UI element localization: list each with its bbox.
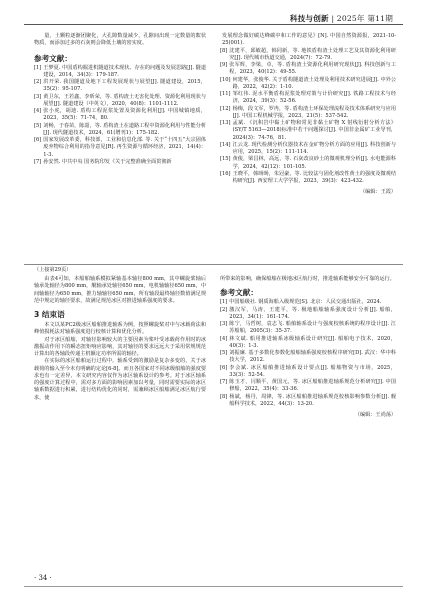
paragraph-conclusion-3: 在实际的冰区船舶运行过程中，轴系受到的激励是复杂多变的，关于冰载荷的输入至今未有明确的定论[6-8]。而且各国家对不同冰级船舶的强度要求也有一定差异，本文研究内容仅作为冰区轴系设计的参考。对于冰区轴系的强度计算过程中，需对多方面的影响因素加以考量，同时需要实际的冰区轴系数据进行积累，进行结构优化的同时，需兼顾冰区船舶满足冰区航行要求，使 bbox=[34, 358, 206, 401]
reference-text: 林文斌. 船用推进轴系冰级轴系设计研究[J]. 船舶电子技术，2020，40(3)：1-3. bbox=[229, 335, 396, 349]
reference-item bbox=[220, 120, 396, 142]
bottom-right-intro: 所带来的影响，确保船舶在极地冰区航行时，推进轴系能够安全可靠的运行。 bbox=[220, 276, 395, 282]
paragraph-conclusion-2: 对于冰区船舶，对轴径影响较大的主要因素为桨叶受冰载荷作用时的冰激振动作用下的瞬态扭矩响应影响，其对轴径的要求远远大于采用常规规范计算出的各轴段传递主机额定功率所需的轴径。 bbox=[34, 336, 206, 357]
reference-number: [3] bbox=[220, 321, 228, 327]
reference-text: 黄卫东，王若鑫，李昕荣，等. 盾构渣土无害化处理、资源化利用现状与展望[J]. 隧道建设（中英文），2020，40(8)：1101-1112. bbox=[43, 93, 206, 107]
reference-number: [6] bbox=[34, 137, 42, 143]
reference-item bbox=[34, 65, 206, 80]
reference-item bbox=[220, 62, 396, 77]
reference-item bbox=[34, 94, 206, 109]
reference-text: 沈建平，邱敏超，韩同新，等. 地铁盾构渣土处理工艺及其资源化利用研究[J]. 现代城市轨道交通，2024(7)：72-79. bbox=[229, 47, 396, 61]
reference-item bbox=[220, 106, 396, 121]
reference-number: [8] bbox=[220, 393, 228, 400]
reference-item bbox=[220, 299, 396, 306]
reference-number: [4] bbox=[220, 335, 228, 342]
reference-item bbox=[220, 156, 396, 171]
bottom-left-column bbox=[34, 276, 206, 402]
reference-item bbox=[220, 142, 396, 157]
editor-signature-bottom: （编辑：王尚荡） bbox=[354, 412, 396, 418]
journal-issue: | 2025年 第11期 bbox=[331, 14, 393, 23]
reference-text: 刘畅，于春苗，陈韶，等. 盾构渣土在道路工程中资源化利用与性能分析[J]. 现代隧道技术，2024，61(增刊1)：175-182. bbox=[43, 122, 206, 136]
reference-number: [8] bbox=[220, 47, 228, 54]
reference-item bbox=[220, 394, 396, 409]
reference-item bbox=[34, 79, 206, 94]
reference-number: [16] bbox=[220, 170, 231, 177]
reference-number: [13] bbox=[220, 120, 231, 126]
reference-number: [10] bbox=[220, 76, 231, 83]
page-number: · 34 · bbox=[34, 574, 52, 582]
journal-name: 科技与创新 bbox=[289, 14, 329, 23]
reference-number: [3] bbox=[34, 93, 42, 100]
reference-number: [6] bbox=[220, 364, 228, 371]
reference-number: [5] bbox=[34, 122, 42, 129]
reference-item bbox=[220, 307, 396, 322]
reference-item bbox=[220, 350, 396, 365]
editor-signature-top: （编辑：王霞） bbox=[360, 189, 396, 196]
reference-item bbox=[220, 91, 396, 106]
reference-text: 发展理念做好碳达峰碳中和工作的意见》[N]. 中国自然资源报，2021-10-25(001). bbox=[222, 33, 396, 47]
paragraph-conclusion-1: 本文以某PC2级冰区船舶推进轴系为例，按照螺旋桨对中与冰载荷法和峰值损耗法对轴系强度进行校核计算和优化分析。 bbox=[34, 322, 206, 336]
reference-text: 黄俊，梁昌林，高远，等. 石灰改良砂土的微观机理分析[J]. 水电能源科学，2024，42(12)：101-105. bbox=[232, 156, 396, 170]
top-left-intro: 量，土颗粒逐渐团聚化，大孔隙数量减少，孔隙间出现一定数量的絮状物质，而添加过多的石灰则会降低土壤的密实度。 bbox=[34, 33, 206, 47]
reference-number: [7] bbox=[220, 379, 228, 385]
reference-item bbox=[220, 171, 396, 186]
refs-heading-top: 参考文献： bbox=[34, 53, 72, 63]
reference-number: [5] bbox=[220, 350, 228, 356]
reference-item bbox=[220, 77, 396, 92]
reference-number: [4] bbox=[34, 108, 42, 114]
reference-item bbox=[220, 33, 396, 48]
reference-item bbox=[34, 137, 206, 159]
reference-text: 邹红伟. 泥水平衡盾构泥浆处理对策与计价研究[J]. 铁路工程技术与经济，2024，39(3)：52-56. bbox=[232, 91, 396, 105]
reference-list-bottom-right bbox=[220, 299, 396, 408]
paragraph-table4: 由表4可知，本船舶轴系模拟紧轴基本轴径800 mm，其中螺旋桨轴后轴承处轴径为800 mm，艉轴承处轴径650 mm，电机轴轴径650 mm，中间轴轴径为650 mm，推力轴轴径650 mm，所有轴段最终轴径数值满足规范中规定的轴径要求，故满足规范冰区对推进轴系强度的要求。 bbox=[34, 276, 206, 304]
reference-number: [7] bbox=[34, 158, 42, 165]
reference-text: 王晓平，韩旸旸，朱冠豪，等. 比较法与固化剂改性黄土的强度及微观结构研究[J]. 西安理工大学学报，2023，39(3)：423-432. bbox=[232, 170, 396, 184]
reference-text: 江云龙. 现代检测分析仪器技术在金矿物分析方面的应用[J]. 科技创新与应用，2025，15(2)：111-114. bbox=[232, 141, 396, 155]
reference-item bbox=[34, 108, 206, 123]
reference-list-top-right bbox=[220, 33, 396, 185]
reference-number: [1] bbox=[220, 299, 228, 306]
reference-text: 张小虎，胡迪. 盾构工程泥浆处置及资源化利用[J]. 中国城镇地质，2023，35(5)：71-74，80. bbox=[43, 108, 206, 122]
reference-text: 中国船级社. 钢质海船入级规范[S]. 北京：人民交通出版社，2024. bbox=[229, 299, 382, 306]
reference-text: 洪开荣. 我国隧道及地下工程发展现状与展望[J]. 隧道建设，2015，35(2)：95-107. bbox=[43, 79, 206, 93]
journal-title bbox=[290, 13, 393, 24]
reference-item bbox=[220, 336, 396, 351]
reference-text: 杨斌，杨丹，周锋，等. 冰区船舶推进轴系规范校核影响参数分析[J]. 舰船科学技术，2022，44(3)：13-20. bbox=[229, 393, 396, 407]
reference-number: [12] bbox=[220, 105, 231, 112]
reference-text: 陈玉才，闫顺平，黄国元，等. 冰区船舶推进轴系规范分析研究[J]. 中国修船，2022，35(4)：33-36. bbox=[229, 379, 396, 393]
refs-heading-bottom: 参考文献： bbox=[220, 288, 258, 298]
article-separator bbox=[24, 264, 403, 265]
journal-header bbox=[0, 0, 427, 24]
continued-note: （上接第29页） bbox=[34, 267, 72, 273]
reference-number: [15] bbox=[220, 156, 231, 163]
reference-text: 陈宁，马哲树，袁志飞. 船舶轴系设计与强度校核系统的程序设计[J]. 江苏船舶，2005(3)：35-37. bbox=[229, 321, 396, 335]
reference-text: 国家发展改革委，科技部，工业和信息化部. 等. 关于“十四五”大宗固体废弃物综合利用的指导意见[R]. 再生资源与循环经济，2021，14(4)：1-3. bbox=[43, 137, 206, 158]
reference-number: [11] bbox=[220, 91, 231, 97]
reference-text: 张军辉，李梁，卓，等. 盾构渣土资源化利用研究现状[J]. 科技创新与工程，2023，40(12)：49-55. bbox=[229, 62, 396, 76]
reference-text: 孙安然. 中共中央 国务院印发《关于完整准确全面贯彻新 bbox=[43, 158, 172, 165]
reference-text: 王梦夏. 中国盾构掘进机隧道技术现状、存在的问题及发展思路[J]. 隧道建设，2014，34(3)：179-187. bbox=[43, 64, 206, 78]
reference-number: [2] bbox=[34, 79, 42, 85]
bottom-right-column bbox=[220, 276, 396, 419]
reference-item bbox=[34, 123, 206, 138]
reference-item bbox=[34, 159, 206, 166]
reference-text: 李会斌. 冰区船舶推进轴系设计要点[J]. 船舶物资与市场，2025，33(3)：52-54. bbox=[229, 364, 396, 378]
reference-item bbox=[220, 379, 396, 394]
reference-number: [1] bbox=[34, 64, 42, 71]
reference-number: [14] bbox=[220, 141, 231, 148]
section-heading-conclusion: 3 结束语 bbox=[34, 310, 65, 319]
footer-rule bbox=[24, 586, 403, 587]
reference-text: 杨梅，段文军，罗冉，等. 盾构渣土环保处理流程及技术体系研究与应用[J]. 中国工程机械学报，2023，21(5)：537-542. bbox=[232, 105, 396, 119]
reference-number: [2] bbox=[220, 306, 228, 313]
reference-text: 何建华，张俊华. 关于盾构隧道渣土处理及利用技术研究进展[J]. 中外公路，2022，42(2)：1-10. bbox=[232, 76, 396, 90]
reference-item bbox=[220, 365, 396, 380]
reference-item bbox=[220, 321, 396, 336]
reference-item bbox=[220, 48, 396, 63]
top-left-column bbox=[34, 33, 206, 166]
reference-text: 激汉军，马涛，王建平，等. 极地船舶轴系强度设计分析[J]. 船舶，2023，34(1)：161-174. bbox=[229, 306, 396, 320]
reference-list-top-left bbox=[34, 65, 206, 167]
reference-text: 孟斌. 《沉积岩中黏土矿物和常见非黏土矿物 X 射线衍射分析方法》(SY/T 5163—2018)标准中若干问题探讨[J]. 中国非金属矿工业导刊，2024(3)：74-76，81. bbox=[232, 120, 396, 141]
top-right-column bbox=[220, 33, 396, 197]
reference-text: 刘振廉. 基于多数化参数化船舶轴系强度校核程序研究[D]. 武汉：华中科技大学，2012. bbox=[229, 350, 396, 364]
header-rule bbox=[24, 24, 403, 25]
reference-number: [9] bbox=[220, 62, 228, 68]
